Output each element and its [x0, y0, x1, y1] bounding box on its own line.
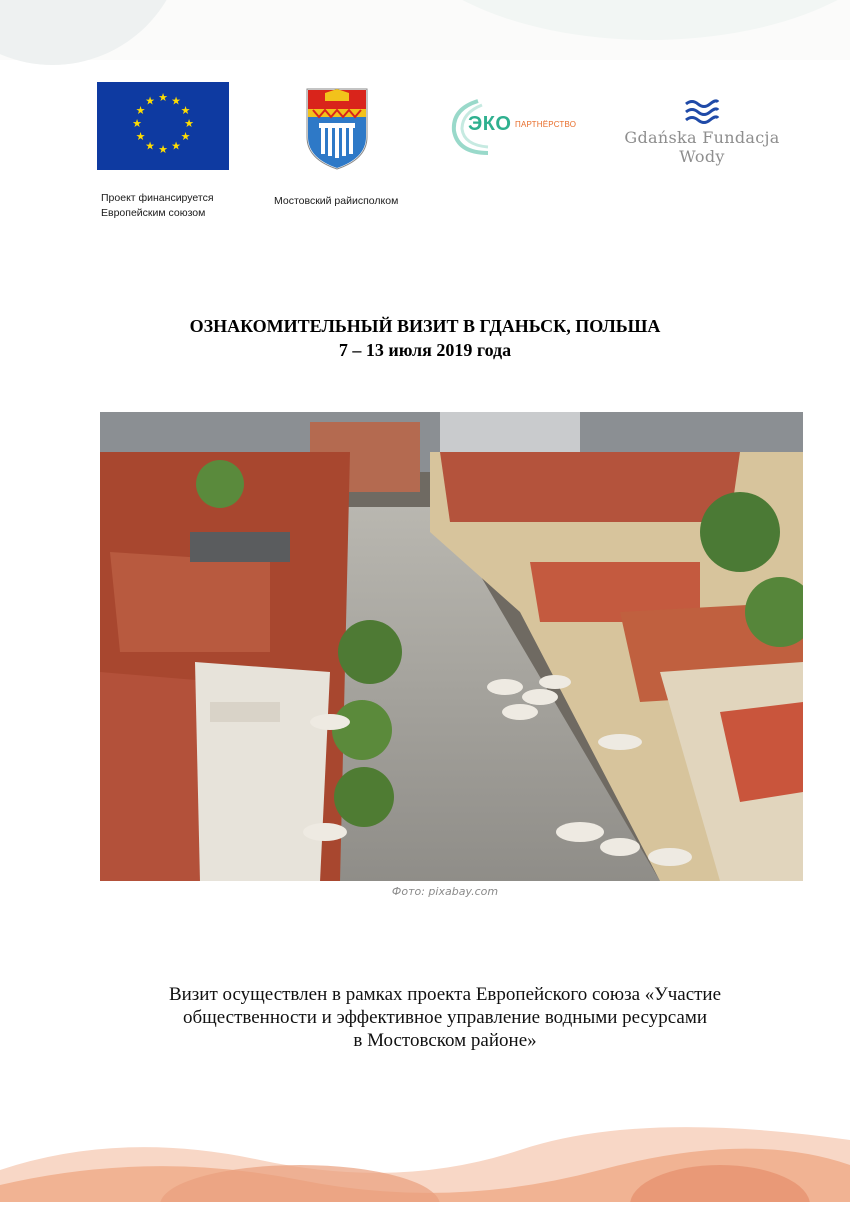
- svg-text:★: ★: [171, 139, 181, 153]
- gdansk-logo-name: Gdańska Fundacja Wody: [624, 128, 780, 166]
- project-description-line1: Визит осуществлен в рамках проекта Европейского союза «Участие: [168, 984, 722, 1005]
- gdansk-water-foundation-logo: [612, 98, 792, 166]
- eu-flag-icon: [97, 82, 229, 170]
- water-waves-icon: [682, 98, 722, 126]
- svg-text:★: ★: [158, 143, 168, 156]
- svg-text:★: ★: [171, 94, 181, 108]
- project-description: [0, 983, 850, 1052]
- bottom-decoration: [0, 1110, 850, 1202]
- eu-caption-line2: Европейским союзом: [101, 207, 206, 219]
- title-line-1: ОЗНАКОМИТЕЛЬНЫЙ ВИЗИТ В ГДАНЬСК, ПОЛЬША: [189, 316, 661, 336]
- photo-credit: Фото: pixabay.com: [391, 885, 499, 898]
- eu-caption-line1: Проект финансируется: [101, 192, 214, 204]
- page-title: [0, 314, 850, 362]
- svg-text:★: ★: [132, 117, 142, 130]
- svg-text:★: ★: [145, 139, 155, 153]
- eu-flag-stars: [97, 82, 229, 170]
- svg-text:★: ★: [180, 104, 191, 117]
- mostovsky-coat-of-arms-icon: [305, 87, 369, 171]
- svg-text:★: ★: [158, 91, 168, 104]
- project-description-line2: общественности и эффективное управление водными ресурсами: [182, 1007, 708, 1028]
- svg-text:★: ★: [184, 117, 194, 130]
- svg-text:★: ★: [135, 130, 146, 143]
- svg-text:★: ★: [135, 104, 146, 117]
- svg-text:★: ★: [180, 130, 191, 143]
- svg-text:★: ★: [145, 94, 155, 108]
- eco-partnership-logo: [448, 95, 588, 157]
- coat-caption: Мостовский райисполком: [274, 195, 399, 207]
- project-description-line3: в Мостовском районе»: [353, 1030, 537, 1051]
- eu-caption: [101, 191, 261, 221]
- title-line-2: 7 – 13 июля 2019 года: [338, 340, 512, 360]
- gdansk-aerial-photo: [100, 412, 803, 881]
- eco-logo-sub: ПАРТНЁРСТВО: [515, 120, 577, 129]
- eco-logo-main: ЭКО: [468, 113, 512, 135]
